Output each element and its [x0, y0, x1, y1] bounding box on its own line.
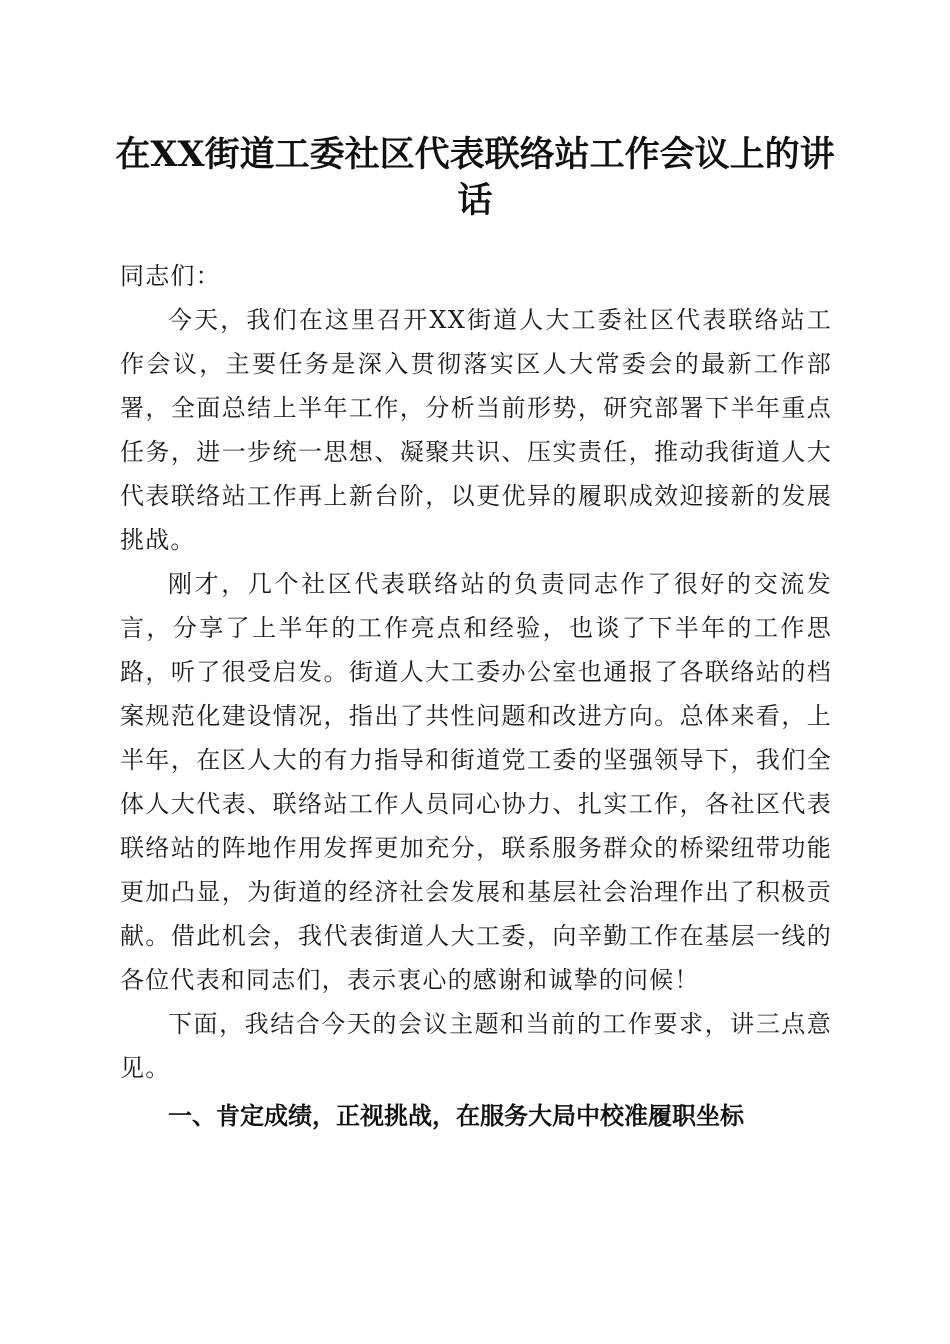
- document-body: [120, 254, 832, 1138]
- paragraph-opening: 今天，我们在这里召开XX街道人大工委社区代表联络站工作会议，主要任务是深入贯彻落实区人大常委会的最新工作部署，全面总结上半年工作，分析当前形势，研究部署下半年重点任务，进一步统一思想、凝聚共识、压实责任，推动我街道人大代表联络站工作再上新台阶，以更优异的履职成效迎接新的发展挑战。: [120, 306, 832, 554]
- section-heading-1: 一、肯定成绩，正视挑战，在服务大局中校准履职坐标: [168, 1102, 744, 1130]
- paragraph-summary: 刚才，几个社区代表联络站的负责同志作了很好的交流发言，分享了上半年的工作亮点和经验，也谈了下半年的工作思路，听了很受启发。街道人大工委办公室也通报了各联络站的档案规范化建设情况，指出了共性问题和改进方向。总体来看，上半年，在区人大的有力指导和街道党工委的坚强领导下，我们全体人大代表、联络站工作人员同心协力、扎实工作，各社区代表联络站的阵地作用发挥更加充分，联系服务群众的桥梁纽带功能更加凸显，为街道的经济社会发展和基层社会治理作出了积极贡献。借此机会，我代表街道人大工委，向辛勤工作在基层一线的各位代表和同志们，表示衷心的感谢和诚挚的问候！: [120, 570, 832, 994]
- document-title: 在XX街道工委社区代表联络站工作会议上的讲话: [115, 134, 835, 221]
- salutation: 同志们：: [120, 262, 221, 290]
- paragraph-transition: 下面，我结合今天的会议主题和当前的工作要求，讲三点意见。: [120, 1010, 832, 1082]
